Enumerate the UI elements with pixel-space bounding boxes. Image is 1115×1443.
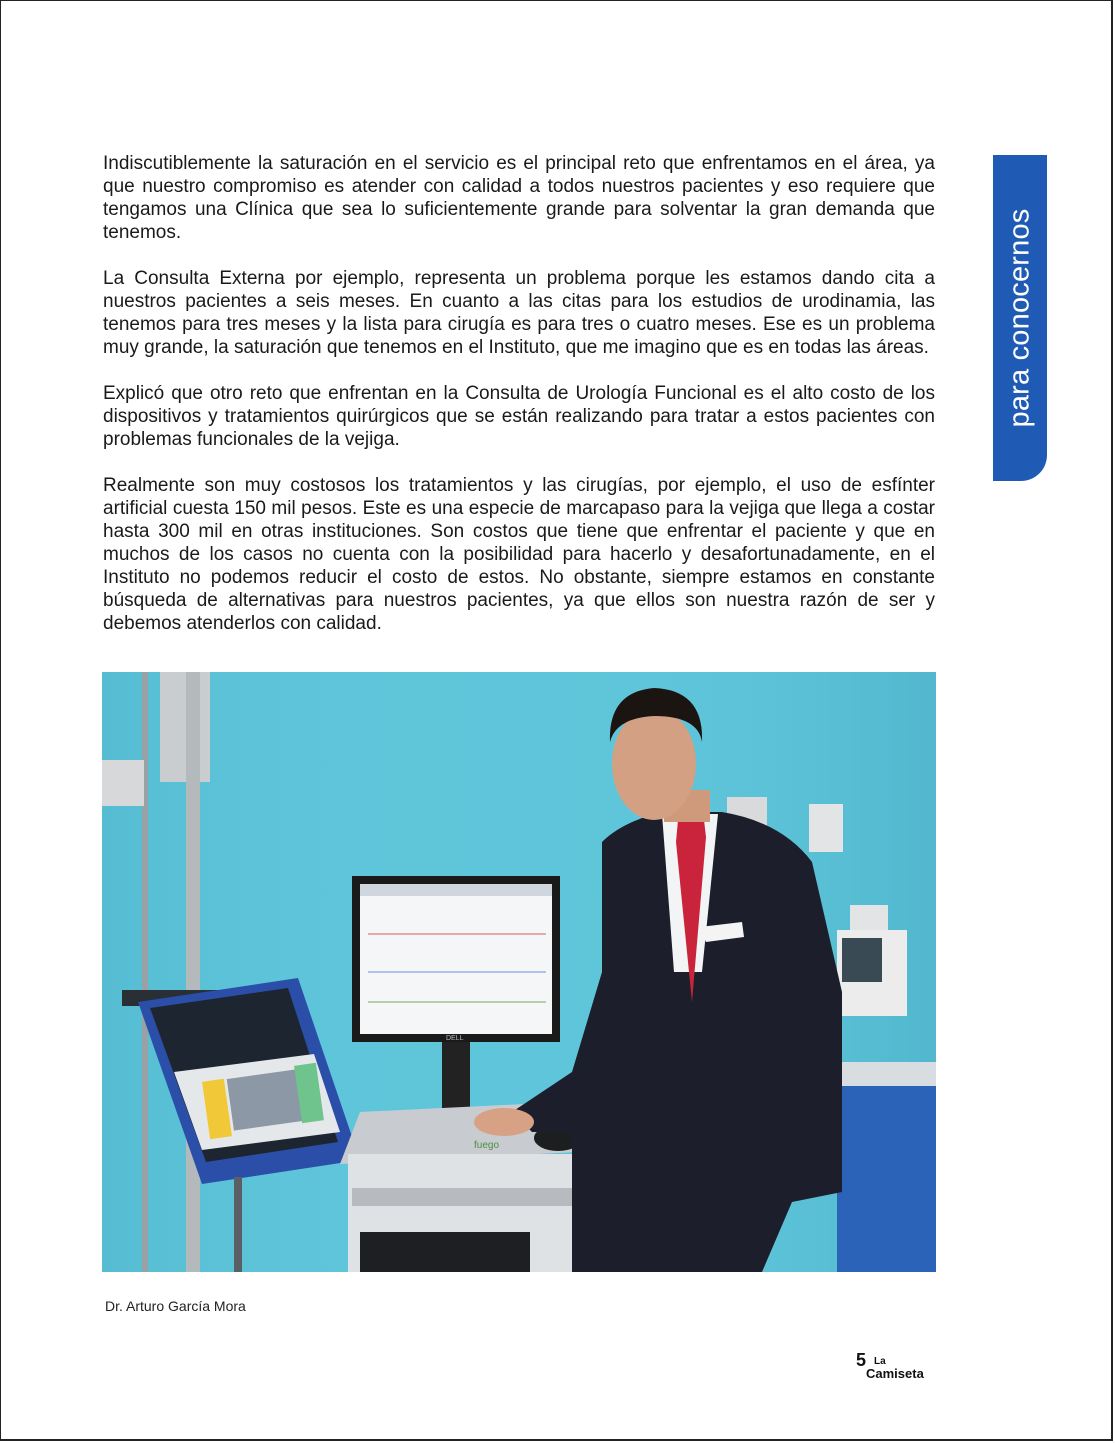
paragraph-3: Explicó que otro reto que enfrentan en la Consulta de Urología Funcional es el alto costo de los dispositivos y tratamientos quirúrgicos que se están realizando para tratar a estos pacientes con problemas funcionales de la vejiga. xyxy=(103,383,935,450)
paragraph-1: Indiscutiblemente la saturación en el servicio es el principal reto que enfrentamos en el área, ya que nuestro compromiso es atender con calidad a todos nuestros pacientes y eso requiere que tengamos una Clínica que sea lo suficientemente grande para solventar la gran demanda que tenemos. xyxy=(103,153,935,243)
monitor-brand: DELL xyxy=(446,1035,464,1042)
page-number: 5 xyxy=(856,1350,867,1370)
magazine-name-prefix: La xyxy=(874,1356,886,1367)
section-label: para conocernos xyxy=(1003,208,1036,428)
magazine-name: Camiseta xyxy=(866,1366,924,1381)
paragraph-2: La Consulta Externa por ejemplo, representa un problema porque les estamos dando cita a nuestros pacientes a seis meses. En cuanto a las citas para los estudios de urodinamia, las tenemos para tres meses y la lista para cirugía es para tres o cuatro meses. Ese es un problema muy grande, la saturación que tenemos en el Instituto, que me imagino que es en todas las áreas. xyxy=(103,268,935,358)
section-side-tab xyxy=(993,155,1047,481)
paragraph-4: Realmente son muy costosos los tratamientos y las cirugías, por ejemplo, el uso de esfínter artificial cuesta 150 mil pesos. Este es una especie de marcapaso para la vejiga que llega a costar hasta 300 mil en otras instituciones. Son costos que tiene que enfrentar el paciente y que en muchos de los casos no cuenta con la posibilidad para hacerlo y desafortunadamente, en el Instituto no podemos reducir el costo de estos. No obstante, siempre estamos en constante búsqueda de alternativas para nuestros pacientes, ya que ellos son nuestra razón de ser y debemos atenderlos con calidad. xyxy=(103,475,935,634)
photo-illustration xyxy=(102,672,936,1272)
article-body xyxy=(103,152,935,658)
cart-brand: fuego xyxy=(474,1140,500,1151)
doctor-photo xyxy=(102,672,936,1272)
photo-caption: Dr. Arturo García Mora xyxy=(105,1298,246,1314)
